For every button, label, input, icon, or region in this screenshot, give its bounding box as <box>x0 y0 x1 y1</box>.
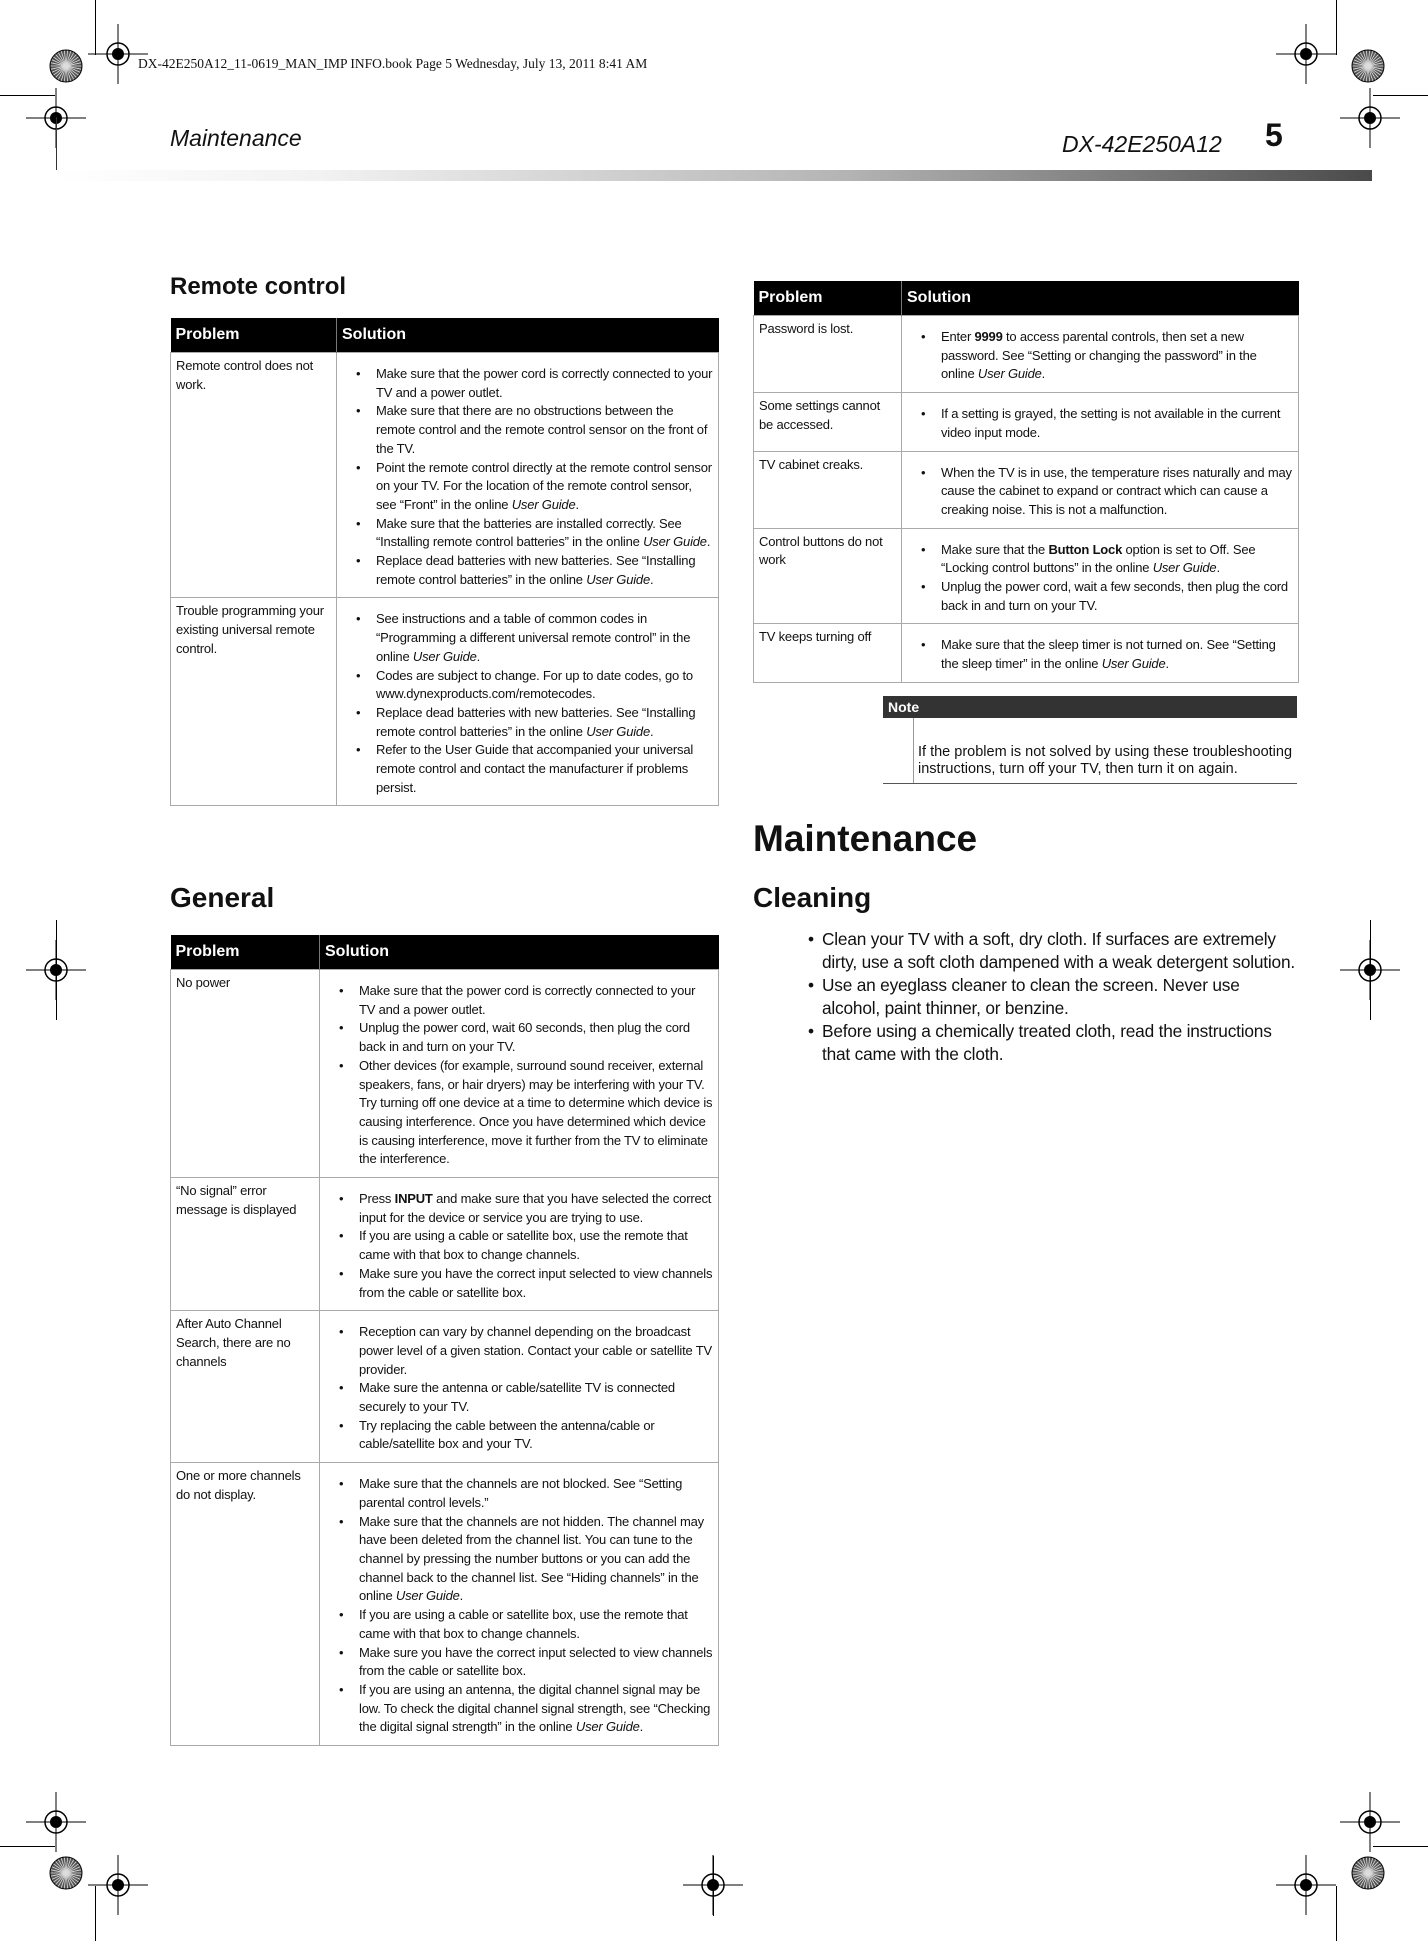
solution-item: • Replace dead batteries with new batteries. See “Installing remote control batteries” in the online User Guide. <box>376 552 713 589</box>
crop-mark <box>1336 0 1337 55</box>
solution-list <box>325 1475 713 1737</box>
solution-cell <box>320 1178 719 1311</box>
general-heading: General <box>170 882 275 913</box>
problem-cell: Control buttons do not work <box>754 528 902 624</box>
cleaning-item: • Clean your TV with a soft, dry cloth. If surfaces are extremely dirty, use a soft cloth dampened with a weak detergent solution. <box>822 928 1298 974</box>
table-row <box>754 451 1299 528</box>
registration-mark-icon <box>1276 1855 1336 1915</box>
crop-mark <box>1370 920 1371 1020</box>
solution-item: • Codes are subject to change. For up to date codes, go to www.dynexproducts.com/remotecodes. <box>376 667 713 704</box>
crop-mark <box>56 920 57 1020</box>
registration-mark-icon <box>88 24 148 84</box>
maintenance-heading: Maintenance <box>753 818 978 859</box>
solution-item: • Unplug the power cord, wait 60 seconds, then plug the cord back in and turn on your TV. <box>359 1019 713 1056</box>
solution-header: Solution <box>902 281 1299 316</box>
table-row <box>754 316 1299 393</box>
table-row <box>171 970 719 1178</box>
solution-item: • If you are using a cable or satellite box, use the remote that came with that box to change channels. <box>359 1227 713 1264</box>
solution-list <box>342 365 713 589</box>
problem-cell: No power <box>171 970 320 1178</box>
solution-cell <box>320 1463 719 1746</box>
problem-cell: TV cabinet creaks. <box>754 451 902 528</box>
table-row <box>754 528 1299 624</box>
page-number: 5 <box>1265 117 1283 153</box>
solution-list <box>907 328 1293 384</box>
solution-item: • Make sure the antenna or cable/satellite TV is connected securely to your TV. <box>359 1379 713 1416</box>
table-row <box>171 1311 719 1463</box>
crop-mark <box>1373 95 1428 96</box>
registration-mark-icon <box>1276 24 1336 84</box>
registration-mark-icon <box>88 1855 148 1915</box>
italic-term: User Guide <box>1101 656 1166 672</box>
solution-item: • Enter 9999 to access parental controls, then set a new password. See “Setting or changing the password” in the online User Guide. <box>941 328 1293 384</box>
solution-item: • Press INPUT and make sure that you have selected the correct input for the device or service you are trying to use. <box>359 1190 713 1227</box>
solution-item: • When the TV is in use, the temperature rises naturally and may cause the cabinet to expand or contract which can cause a creaking noise. This is not a malfunction. <box>941 464 1293 520</box>
crop-mark <box>0 1846 55 1847</box>
color-target-icon <box>48 48 84 84</box>
table-row <box>171 1178 719 1311</box>
troubleshooting-table-continued <box>753 281 1299 683</box>
problem-cell: “No signal” error message is displayed <box>171 1178 320 1311</box>
problem-header: Problem <box>171 935 320 970</box>
italic-term: User Guide <box>977 366 1042 382</box>
problem-cell: Some settings cannot be accessed. <box>754 393 902 451</box>
solution-list <box>907 541 1293 616</box>
remote-control-table <box>170 318 719 806</box>
crop-mark <box>713 1856 714 1916</box>
solution-header: Solution <box>320 935 719 970</box>
italic-term: User Guide <box>586 571 650 587</box>
solution-cell <box>902 624 1299 682</box>
italic-term: User Guide <box>395 1588 460 1604</box>
solution-item: • Unplug the power cord, wait a few seconds, then plug the cord back in and turn on your TV. <box>941 578 1293 615</box>
solution-item: • See instructions and a table of common codes in “Programming a different universal remote control” in the online User Guide. <box>376 610 713 666</box>
solution-cell <box>902 393 1299 451</box>
book-info-line: DX-42E250A12_11-0619_MAN_IMP INFO.book Page 5 Wednesday, July 13, 2011 8:41 AM <box>138 56 648 71</box>
solution-item: • Reception can vary by channel depending on the broadcast power level of a given station. Contact your cable or satellite TV provider. <box>359 1323 713 1379</box>
table-row <box>171 1463 719 1746</box>
crop-mark <box>95 1886 96 1941</box>
crop-mark <box>1336 1886 1337 1941</box>
solution-item: • Try replacing the cable between the antenna/cable or cable/satellite box and your TV. <box>359 1417 713 1454</box>
problem-cell: Trouble programming your existing universal remote control. <box>171 598 337 806</box>
problem-cell: TV keeps turning off <box>754 624 902 682</box>
solution-item: • If you are using a cable or satellite box, use the remote that came with that box to change channels. <box>359 1606 713 1643</box>
italic-term: User Guide <box>511 496 576 512</box>
solution-cell <box>320 1311 719 1463</box>
solution-item: • Make sure you have the correct input selected to view channels from the cable or satellite box. <box>359 1644 713 1681</box>
solution-item: • Make sure that there are no obstructions between the remote control and the remote control sensor on the front of the TV. <box>376 402 713 458</box>
table-row <box>171 353 719 598</box>
color-target-icon <box>48 1855 84 1891</box>
solution-item: • Replace dead batteries with new batteries. See “Installing remote control batteries” in the online User Guide. <box>376 704 713 741</box>
solution-item: • Other devices (for example, surround sound receiver, external speakers, fans, or hair dryers) may be interfering with your TV. Try turning off one device at a time to determine which device is causing interference. Once you have determined which device is causing interference, move it further from the TV to eliminate the interference. <box>359 1057 713 1169</box>
solution-list <box>907 405 1293 442</box>
solution-item: • Make sure that the sleep timer is not turned on. See “Setting the sleep timer” in the online User Guide. <box>941 636 1293 673</box>
solution-list <box>907 464 1293 520</box>
note-box <box>883 696 1297 784</box>
header-left-rule <box>56 117 57 172</box>
solution-cell <box>337 598 719 806</box>
solution-item: • Refer to the User Guide that accompanied your universal remote control and contact the manufacturer if problems persist. <box>376 741 713 797</box>
solution-cell <box>320 970 719 1178</box>
cleaning-heading: Cleaning <box>753 882 872 913</box>
note-text: If the problem is not solved by using these troubleshooting instructions, turn off your TV, then turn it on again. <box>918 744 1293 777</box>
italic-term: User Guide <box>1152 560 1217 576</box>
italic-term: User Guide <box>412 648 477 664</box>
solution-item: • Make sure that the channels are not blocked. See “Setting parental control levels.” <box>359 1475 713 1512</box>
crop-mark <box>0 95 55 96</box>
running-header-model: DX-42E250A12 <box>1062 131 1222 157</box>
problem-cell: One or more channels do not display. <box>171 1463 320 1746</box>
problem-cell: Password is lost. <box>754 316 902 393</box>
problem-header: Problem <box>754 281 902 316</box>
remote-control-heading: Remote control <box>170 273 347 300</box>
table-row <box>754 393 1299 451</box>
bold-term: 9999 <box>974 329 1003 344</box>
solution-list <box>907 636 1293 673</box>
table-row <box>754 624 1299 682</box>
italic-term: User Guide <box>586 723 650 739</box>
solution-cell <box>902 316 1299 393</box>
solution-list <box>325 1323 713 1454</box>
problem-cell: Remote control does not work. <box>171 353 337 598</box>
bold-term: INPUT <box>394 1191 433 1207</box>
solution-item: • Make sure that the batteries are installed correctly. See “Installing remote control batteries” in the online User Guide. <box>376 515 713 552</box>
solution-item: • Point the remote control directly at the remote control sensor on your TV. For the location of the remote control sensor, see “Front” in the online User Guide. <box>376 459 713 515</box>
header-gradient-rule <box>56 170 1372 181</box>
registration-mark-icon <box>1340 88 1400 148</box>
solution-item: • Make sure that the channels are not hidden. The channel may have been deleted from the channel list. You can tune to the channel by pressing the number buttons or you can add the channel back to the channel list. See “Hiding channels” in the online User Guide. <box>359 1513 713 1607</box>
bold-term: Button Lock <box>1048 541 1123 557</box>
solution-item: • Make sure that the power cord is correctly connected to your TV and a power outlet. <box>376 365 713 402</box>
note-body <box>883 718 1297 784</box>
solution-item: • If a setting is grayed, the setting is not available in the current video input mode. <box>941 405 1293 442</box>
registration-mark-icon <box>1340 1792 1400 1852</box>
solution-list <box>325 982 713 1169</box>
solution-item: • Make sure you have the correct input selected to view channels from the cable or satellite box. <box>359 1265 713 1302</box>
registration-mark-icon <box>26 1792 86 1852</box>
solution-item: • Make sure that the Button Lock option is set to Off. See “Locking control buttons” in the online User Guide. <box>941 541 1293 578</box>
solution-list <box>325 1190 713 1302</box>
color-target-icon <box>1350 48 1386 84</box>
general-table <box>170 935 719 1746</box>
solution-cell <box>337 353 719 598</box>
solution-cell <box>902 451 1299 528</box>
cleaning-item: • Before using a chemically treated cloth, read the instructions that came with the cloth. <box>822 1020 1298 1066</box>
running-header-section: Maintenance <box>170 125 302 151</box>
solution-cell <box>902 528 1299 624</box>
italic-term: User Guide <box>643 534 707 550</box>
table-row <box>171 598 719 806</box>
color-target-icon <box>1350 1855 1386 1891</box>
note-divider <box>913 718 914 783</box>
crop-mark <box>95 0 96 55</box>
solution-item: • If you are using an antenna, the digital channel signal may be low. To check the digital channel signal strength, see “Checking the digital signal strength” in the online User Guide. <box>359 1681 713 1737</box>
solution-item: • Make sure that the power cord is correctly connected to your TV and a power outlet. <box>359 982 713 1019</box>
problem-cell: After Auto Channel Search, there are no channels <box>171 1311 320 1463</box>
cleaning-item: • Use an eyeglass cleaner to clean the screen. Never use alcohol, paint thinner, or benzine. <box>822 974 1298 1020</box>
crop-mark <box>1373 1846 1428 1847</box>
cleaning-list <box>822 928 1298 1066</box>
solution-list <box>342 610 713 797</box>
italic-term: User Guide <box>575 1719 640 1735</box>
solution-header: Solution <box>337 318 719 353</box>
problem-header: Problem <box>171 318 337 353</box>
note-label: Note <box>883 696 1297 718</box>
